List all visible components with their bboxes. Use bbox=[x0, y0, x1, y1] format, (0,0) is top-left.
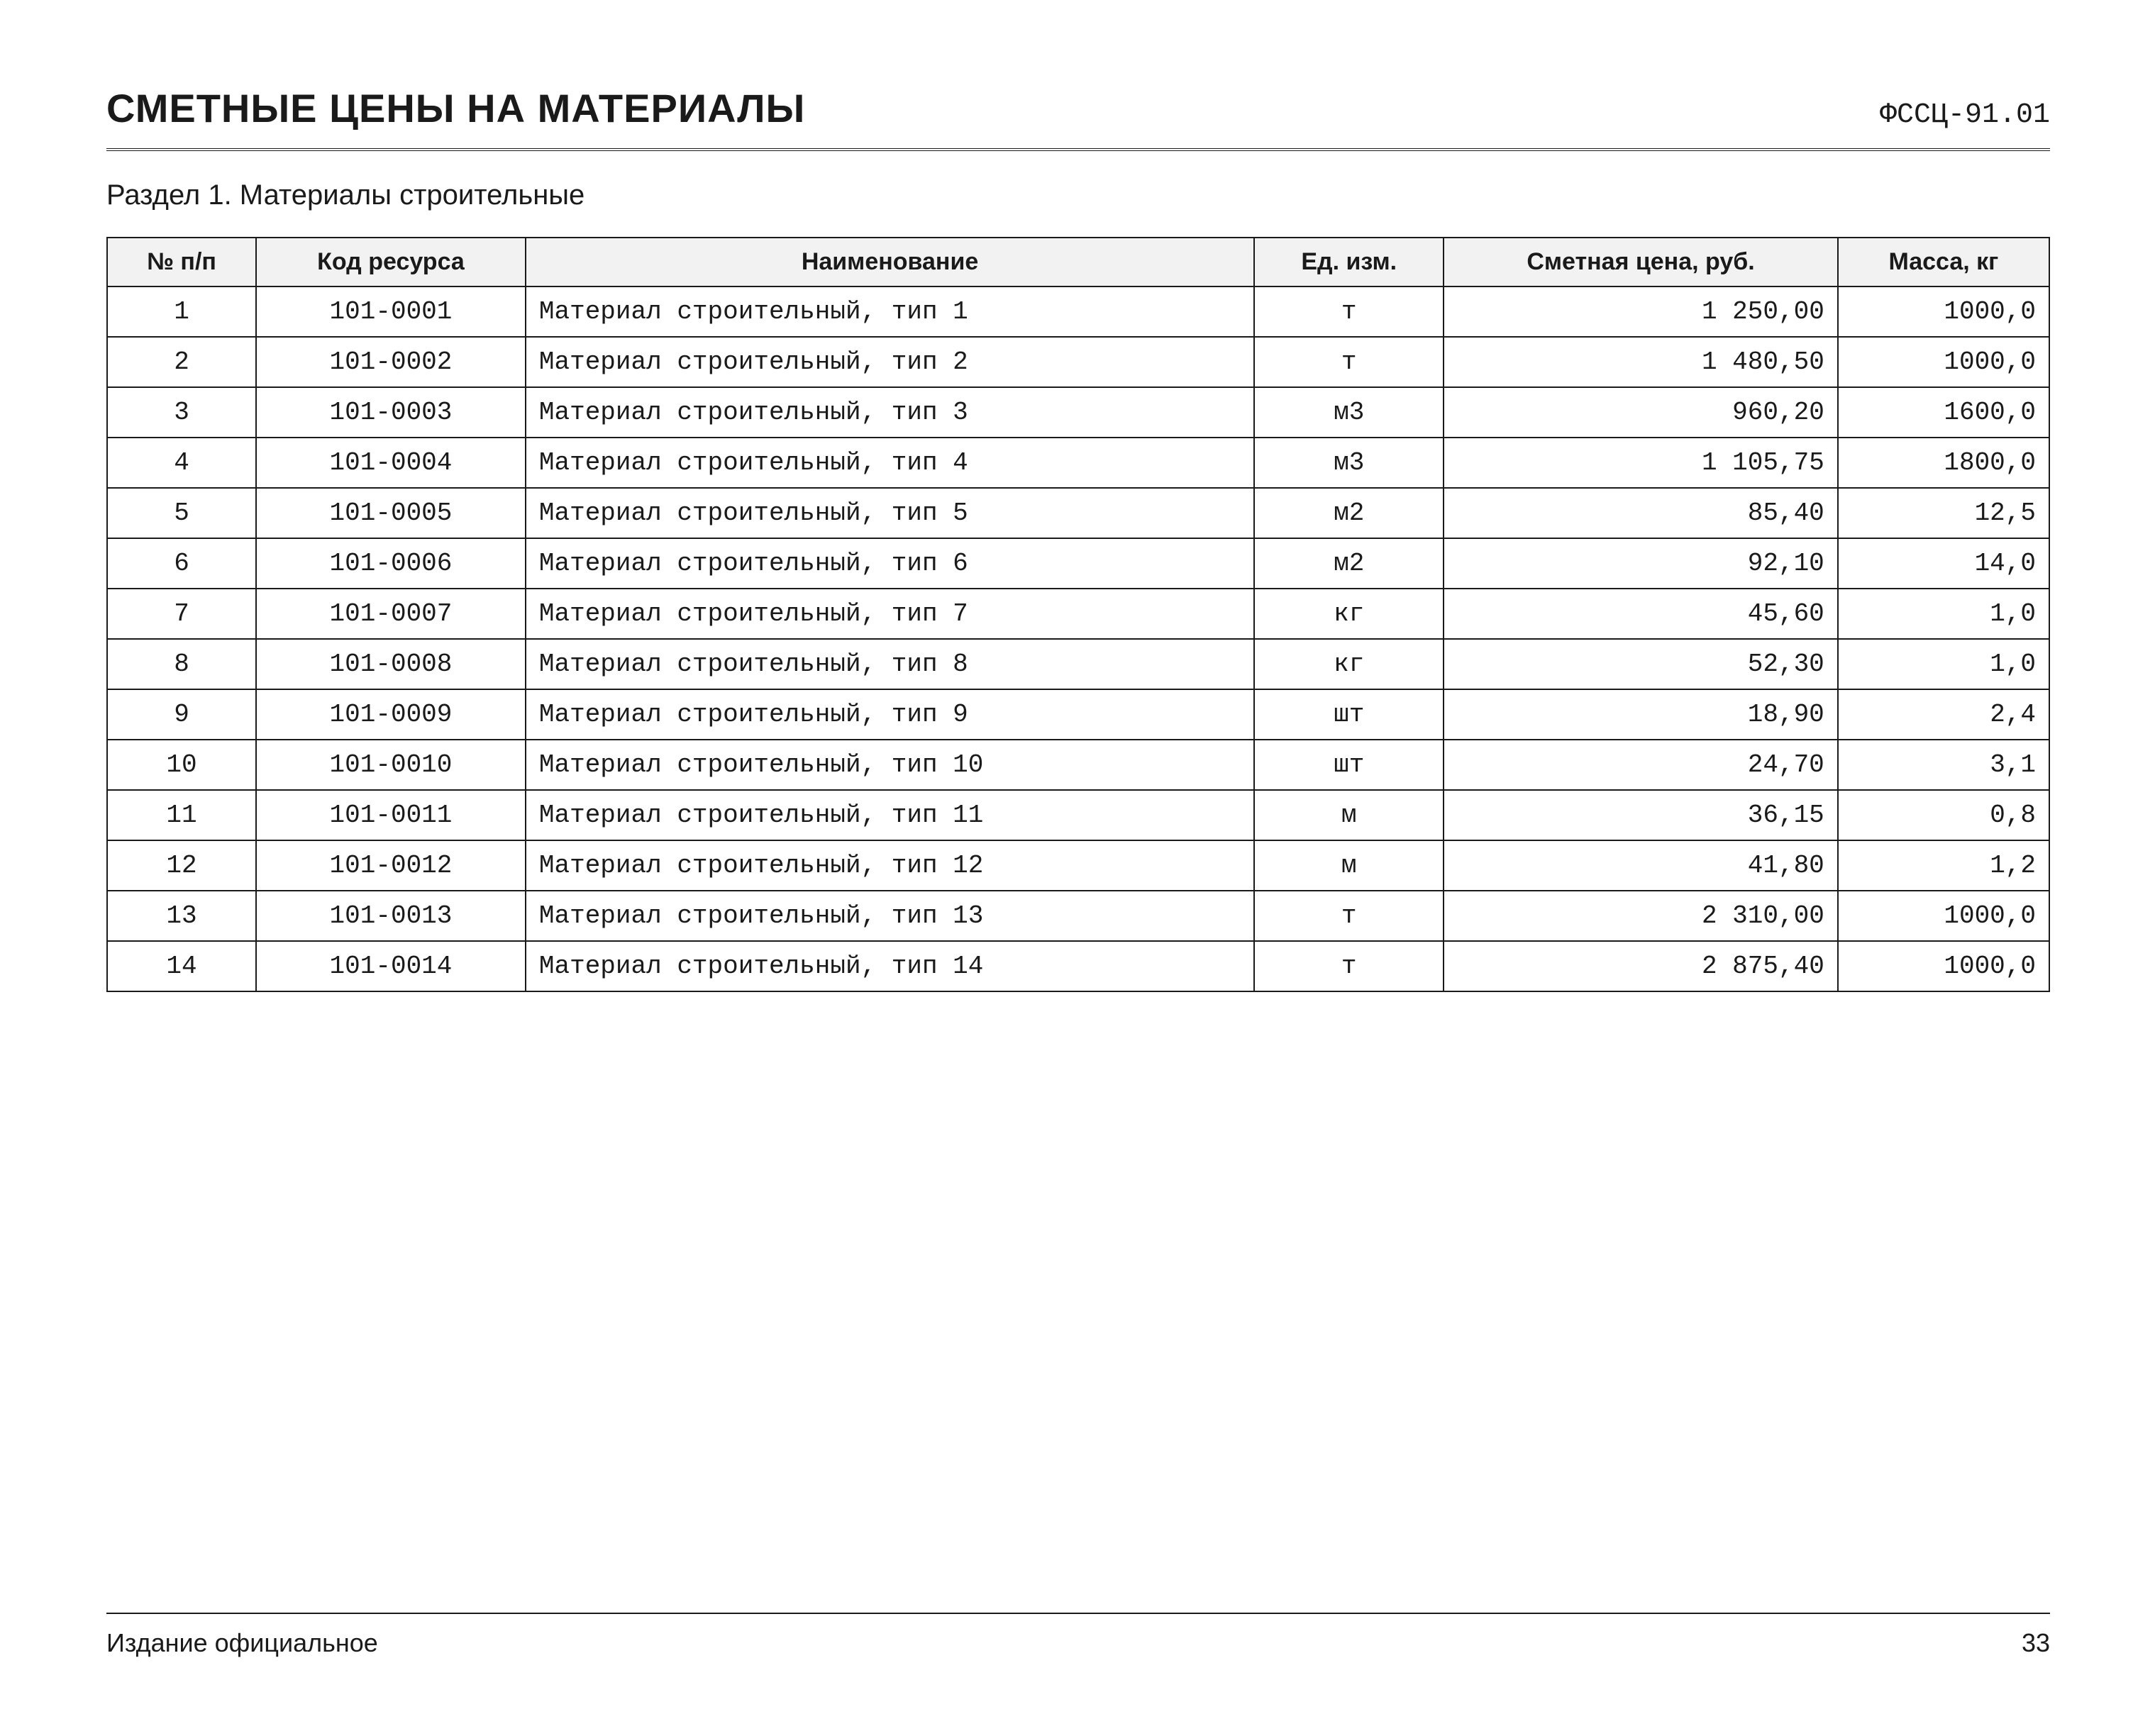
cell-mass: 12,5 bbox=[1838, 488, 2049, 538]
cell-name: Материал строительный, тип 5 bbox=[526, 488, 1254, 538]
table-row bbox=[107, 387, 2049, 438]
column-header-code: Код ресурса bbox=[256, 238, 526, 286]
price-table-head bbox=[107, 238, 2049, 286]
cell-price: 2 310,00 bbox=[1444, 891, 1838, 941]
header-row bbox=[107, 238, 2049, 286]
cell-mass: 1000,0 bbox=[1838, 337, 2049, 387]
document-header bbox=[106, 85, 2050, 151]
cell-unit: м bbox=[1254, 840, 1444, 891]
price-table bbox=[106, 237, 2050, 992]
cell-mass: 1600,0 bbox=[1838, 387, 2049, 438]
cell-num: 9 bbox=[107, 689, 256, 740]
cell-mass: 1,0 bbox=[1838, 639, 2049, 689]
table-row bbox=[107, 337, 2049, 387]
cell-code: 101-0009 bbox=[256, 689, 526, 740]
price-table-body bbox=[107, 286, 2049, 991]
cell-price: 960,20 bbox=[1444, 387, 1838, 438]
cell-num: 13 bbox=[107, 891, 256, 941]
cell-code: 101-0011 bbox=[256, 790, 526, 840]
column-header-mass: Масса, кг bbox=[1838, 238, 2049, 286]
document-footer bbox=[106, 1613, 2050, 1658]
table-row bbox=[107, 840, 2049, 891]
column-header-unit: Ед. изм. bbox=[1254, 238, 1444, 286]
cell-num: 6 bbox=[107, 538, 256, 589]
cell-num: 14 bbox=[107, 941, 256, 991]
cell-name: Материал строительный, тип 10 bbox=[526, 740, 1254, 790]
cell-name: Материал строительный, тип 1 bbox=[526, 286, 1254, 337]
cell-num: 5 bbox=[107, 488, 256, 538]
table-row bbox=[107, 740, 2049, 790]
cell-unit: м2 bbox=[1254, 488, 1444, 538]
cell-code: 101-0012 bbox=[256, 840, 526, 891]
cell-mass: 1,0 bbox=[1838, 589, 2049, 639]
cell-name: Материал строительный, тип 4 bbox=[526, 438, 1254, 488]
cell-price: 41,80 bbox=[1444, 840, 1838, 891]
cell-num: 12 bbox=[107, 840, 256, 891]
cell-name: Материал строительный, тип 14 bbox=[526, 941, 1254, 991]
cell-unit: т bbox=[1254, 941, 1444, 991]
cell-code: 101-0008 bbox=[256, 639, 526, 689]
document-page bbox=[106, 85, 2050, 992]
cell-num: 11 bbox=[107, 790, 256, 840]
footer-note: Издание официальное bbox=[106, 1628, 378, 1657]
cell-price: 52,30 bbox=[1444, 639, 1838, 689]
cell-name: Материал строительный, тип 11 bbox=[526, 790, 1254, 840]
cell-num: 8 bbox=[107, 639, 256, 689]
document-code: ФССЦ-91.01 bbox=[1879, 99, 2050, 131]
table-row bbox=[107, 790, 2049, 840]
document-title: СМЕТНЫЕ ЦЕНЫ НА МАТЕРИАЛЫ bbox=[106, 86, 806, 130]
cell-price: 1 105,75 bbox=[1444, 438, 1838, 488]
cell-num: 2 bbox=[107, 337, 256, 387]
cell-code: 101-0007 bbox=[256, 589, 526, 639]
cell-name: Материал строительный, тип 7 bbox=[526, 589, 1254, 639]
cell-name: Материал строительный, тип 6 bbox=[526, 538, 1254, 589]
cell-price: 85,40 bbox=[1444, 488, 1838, 538]
cell-code: 101-0003 bbox=[256, 387, 526, 438]
cell-name: Материал строительный, тип 12 bbox=[526, 840, 1254, 891]
table-row bbox=[107, 438, 2049, 488]
page-number: 33 bbox=[2021, 1628, 2050, 1657]
cell-code: 101-0005 bbox=[256, 488, 526, 538]
cell-unit: т bbox=[1254, 891, 1444, 941]
cell-num: 3 bbox=[107, 387, 256, 438]
cell-unit: кг bbox=[1254, 639, 1444, 689]
cell-mass: 3,1 bbox=[1838, 740, 2049, 790]
cell-mass: 1000,0 bbox=[1838, 941, 2049, 991]
table-row bbox=[107, 639, 2049, 689]
cell-unit: м bbox=[1254, 790, 1444, 840]
cell-price: 24,70 bbox=[1444, 740, 1838, 790]
table-row bbox=[107, 891, 2049, 941]
cell-mass: 1,2 bbox=[1838, 840, 2049, 891]
cell-mass: 1000,0 bbox=[1838, 891, 2049, 941]
cell-name: Материал строительный, тип 8 bbox=[526, 639, 1254, 689]
cell-code: 101-0013 bbox=[256, 891, 526, 941]
cell-code: 101-0014 bbox=[256, 941, 526, 991]
cell-name: Материал строительный, тип 3 bbox=[526, 387, 1254, 438]
cell-unit: м2 bbox=[1254, 538, 1444, 589]
table-row bbox=[107, 941, 2049, 991]
table-row bbox=[107, 488, 2049, 538]
cell-price: 1 480,50 bbox=[1444, 337, 1838, 387]
cell-name: Материал строительный, тип 9 bbox=[526, 689, 1254, 740]
column-header-name: Наименование bbox=[526, 238, 1254, 286]
cell-name: Материал строительный, тип 13 bbox=[526, 891, 1254, 941]
cell-code: 101-0006 bbox=[256, 538, 526, 589]
cell-unit: м3 bbox=[1254, 387, 1444, 438]
table-row bbox=[107, 589, 2049, 639]
table-row bbox=[107, 286, 2049, 337]
table-row bbox=[107, 538, 2049, 589]
cell-price: 45,60 bbox=[1444, 589, 1838, 639]
column-header-num: № п/п bbox=[107, 238, 256, 286]
cell-unit: кг bbox=[1254, 589, 1444, 639]
cell-num: 10 bbox=[107, 740, 256, 790]
cell-unit: м3 bbox=[1254, 438, 1444, 488]
cell-price: 92,10 bbox=[1444, 538, 1838, 589]
cell-code: 101-0002 bbox=[256, 337, 526, 387]
cell-mass: 1800,0 bbox=[1838, 438, 2049, 488]
cell-unit: шт bbox=[1254, 689, 1444, 740]
cell-code: 101-0010 bbox=[256, 740, 526, 790]
cell-mass: 0,8 bbox=[1838, 790, 2049, 840]
cell-num: 7 bbox=[107, 589, 256, 639]
cell-price: 18,90 bbox=[1444, 689, 1838, 740]
cell-unit: т bbox=[1254, 337, 1444, 387]
table-row bbox=[107, 689, 2049, 740]
cell-code: 101-0004 bbox=[256, 438, 526, 488]
cell-num: 4 bbox=[107, 438, 256, 488]
cell-price: 1 250,00 bbox=[1444, 286, 1838, 337]
cell-unit: т bbox=[1254, 286, 1444, 337]
cell-mass: 14,0 bbox=[1838, 538, 2049, 589]
column-header-price: Сметная цена, руб. bbox=[1444, 238, 1838, 286]
cell-num: 1 bbox=[107, 286, 256, 337]
cell-mass: 2,4 bbox=[1838, 689, 2049, 740]
cell-mass: 1000,0 bbox=[1838, 286, 2049, 337]
cell-code: 101-0001 bbox=[256, 286, 526, 337]
cell-unit: шт bbox=[1254, 740, 1444, 790]
section-subtitle: Раздел 1. Материалы строительные bbox=[106, 179, 585, 211]
cell-price: 36,15 bbox=[1444, 790, 1838, 840]
cell-name: Материал строительный, тип 2 bbox=[526, 337, 1254, 387]
cell-price: 2 875,40 bbox=[1444, 941, 1838, 991]
